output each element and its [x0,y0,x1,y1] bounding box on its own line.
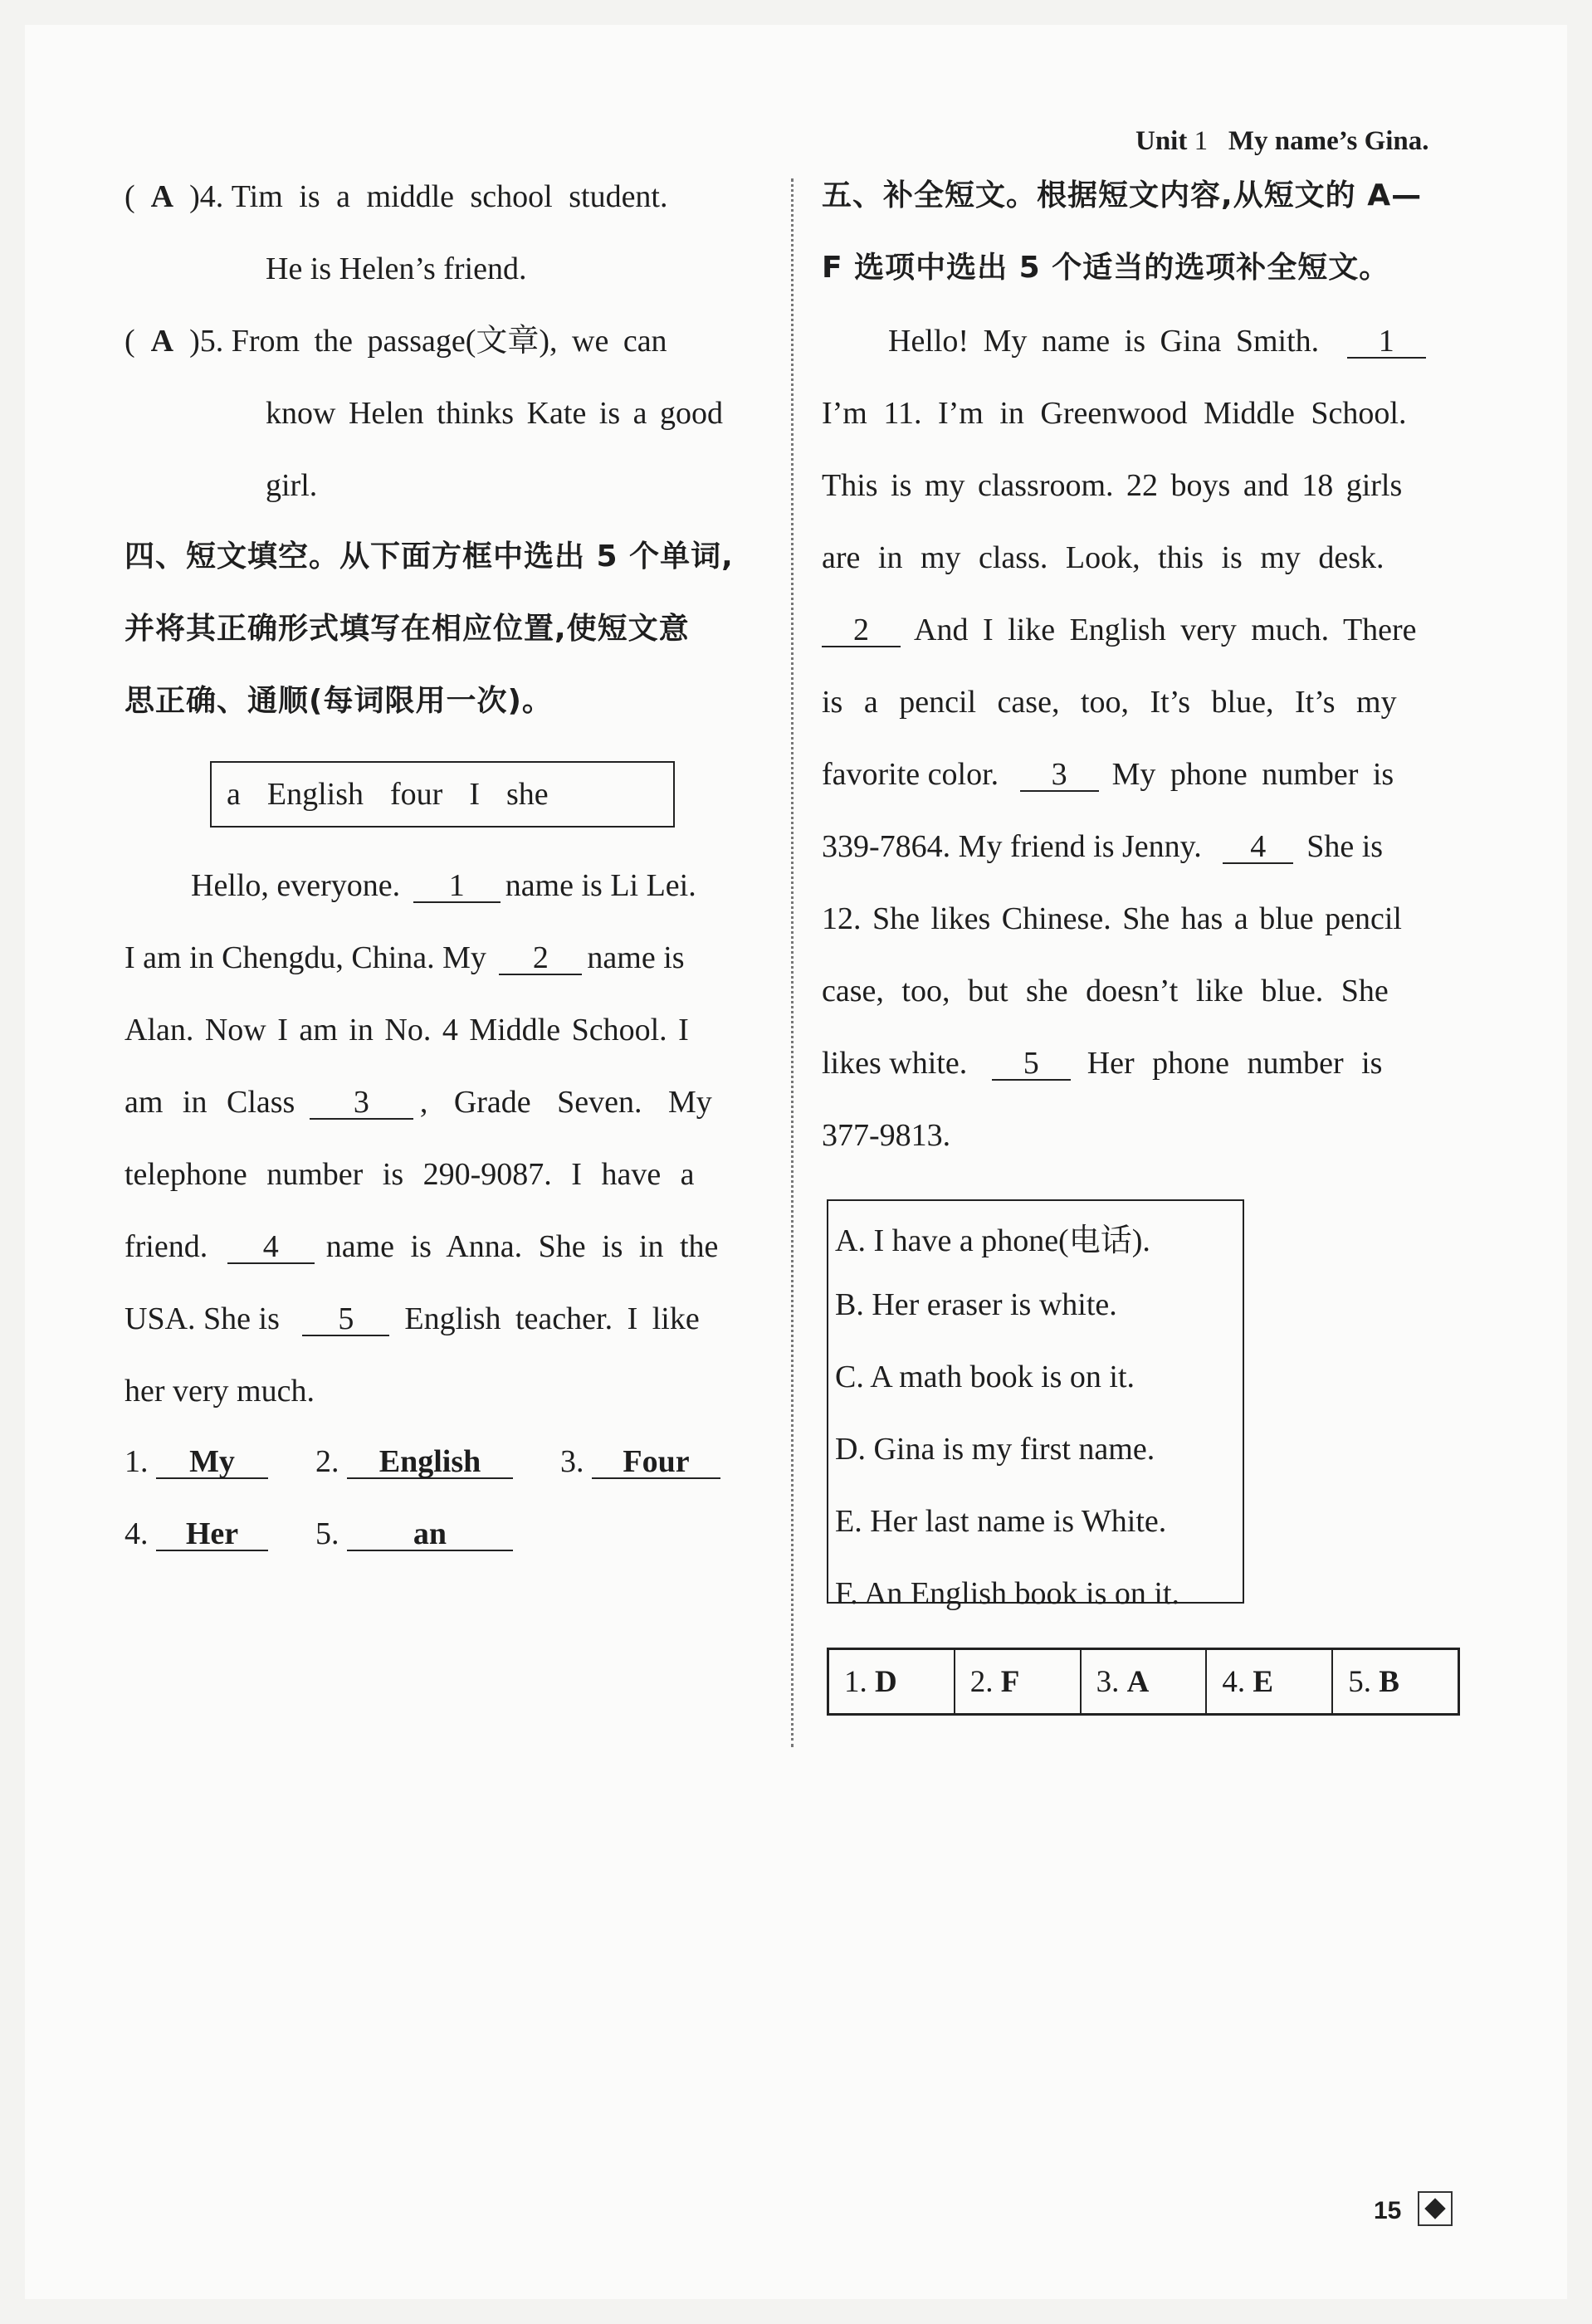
passage-4-blank-4: 4 [227,1231,315,1264]
word-bank-item: four [390,777,443,812]
passage-5-line3: This is my classroom. 22 boys and 18 girls [822,468,1403,503]
answer-table [827,1648,1460,1716]
section-5-instruction-line1: 五、补全短文。根据短文内容,从短文的 A— [822,178,1423,212]
answer-blank-4[interactable]: Her [156,1518,268,1551]
question-5: ( A )5. From the passage(文章), we can [125,324,667,359]
page-header [1135,126,1429,157]
passage-5-blank-3: 3 [1020,759,1099,792]
question-4-text-line2: He is Helen’s friend. [266,251,527,286]
passage-text: name is Anna. She is in the [325,1229,719,1264]
passage-5-line6: is a pencil case, too, It’s blue, It’s my [822,685,1397,720]
passage-5-blank-2: 2 [822,614,901,647]
passage-text: name is [587,940,685,975]
passage-text: My phone number is [1111,757,1394,792]
passage-5-line4: are in my class. Look, this is my desk. [822,540,1384,575]
word-bank-item: English [266,777,364,812]
passage-5-line10: case, too, but she doesn’t like blue. She [822,974,1389,1008]
option-e: E. Her last name is White. [835,1504,1167,1539]
passage-4-line1 [191,870,696,903]
passage-text: , Grade Seven. My [419,1085,712,1120]
passage-4-blank-1: 1 [413,870,501,903]
answer-number: 2. [315,1444,339,1479]
passage-4-blank-2: 2 [499,942,582,975]
passage-5-line9: 12. She likes Chinese. She has a blue pencil [822,901,1402,936]
section-5-instruction-line2: F 选项中选出 5 个适当的选项补全短文。 [822,251,1390,285]
answer-cell-value: A [1126,1664,1150,1699]
header-title: My name’s Gina. [1228,126,1429,156]
question-5-answer: A [150,324,174,359]
answer-cell-2[interactable] [955,1650,1082,1713]
answer-blank-5[interactable]: an [347,1518,513,1551]
answer-number: 4. [125,1516,149,1551]
answer-cell-value: D [875,1664,897,1699]
options-box [827,1199,1244,1611]
answer-blank-3[interactable]: Four [592,1446,720,1479]
section-4-instruction-line1: 四、短文填空。从下面方框中选出 5 个单词, [125,540,734,574]
passage-5-line7 [822,759,1394,792]
answer-cell-value: F [1000,1664,1020,1699]
passage-text: She is [1306,829,1384,864]
answer-cell-number: 1. [844,1664,867,1699]
passage-5-line11 [822,1047,1382,1081]
passage-text: Hello, everyone. [191,868,401,903]
answer-cell-4[interactable] [1207,1650,1333,1713]
passage-4-line4 [125,1086,712,1120]
word-bank-item: she [505,777,549,812]
option-f: F. An English book is on it. [835,1576,1180,1611]
word-bank-box [210,761,675,828]
passage-5-line12: 377-9813. [822,1118,951,1153]
answer-cell-5[interactable] [1333,1650,1458,1713]
question-5-text: From the passage(文章), we can [231,324,667,359]
answer-number: 3. [560,1444,584,1479]
passage-text: And I like English very much. There [914,613,1417,647]
passage-4-blank-3: 3 [310,1086,413,1120]
passage-5-blank-4: 4 [1223,831,1293,864]
header-unit: Unit [1135,126,1188,156]
word-bank-item: I [469,777,480,812]
passage-5-line8 [822,831,1383,864]
passage-5-blank-1: 1 [1347,325,1426,359]
passage-4-line5: telephone number is 290-9087. I have a [125,1157,695,1192]
passage-text: USA. She is [125,1301,280,1336]
question-4: ( A )4. Tim is a middle school student. [125,179,668,214]
question-4-text: Tim is a middle school student. [231,179,668,214]
option-b: B. Her eraser is white. [835,1287,1117,1322]
option-c: C. A math book is on it. [835,1360,1135,1394]
answer-cell-number: 2. [969,1664,994,1699]
question-4-number: 4. [199,179,224,214]
passage-text: Her phone number is [1087,1046,1383,1081]
question-5-number: 5. [199,324,224,359]
answer-number: 5. [315,1516,339,1551]
question-4-answer: A [150,179,174,214]
answer-cell-value: E [1253,1664,1274,1699]
question-5-text-line2: know Helen thinks Kate is a good [266,396,724,431]
passage-5-line1 [888,325,1426,359]
passage-text: friend. [125,1229,208,1264]
passage-4-blank-5: 5 [302,1303,389,1336]
page-number: 15 [1374,2197,1402,2224]
passage-text: favorite color. [822,757,999,792]
passage-text: I am in Chengdu, China. My [125,940,486,975]
answer-number: 1. [125,1444,149,1479]
diamond-icon [1418,2191,1453,2226]
option-a: A. I have a phone(电话). [835,1223,1150,1258]
passage-text: English teacher. I like [404,1301,700,1336]
section-4-instruction-line2: 并将其正确形式填写在相应位置,使短文意 [125,612,690,646]
answer-cell-number: 4. [1222,1664,1246,1699]
passage-4-line3: Alan. Now I am in No. 4 Middle School. I [125,1013,689,1047]
passage-text: 339-7864. My friend is Jenny. [822,829,1202,864]
header-unit-number: 1 [1194,126,1209,156]
passage-4-line6 [125,1231,718,1264]
answer-blank-1[interactable]: My [156,1446,268,1479]
question-5-text-line3: girl. [266,468,318,503]
passage-text: Hello! My name is Gina Smith. [888,324,1320,359]
answer-cell-number: 3. [1096,1664,1120,1699]
answer-cell-value: B [1379,1664,1399,1699]
answer-cell-1[interactable] [829,1650,955,1713]
passage-5-blank-5: 5 [992,1047,1071,1081]
answer-line-2 [125,1518,513,1551]
passage-text: likes white. [822,1046,968,1081]
passage-4-line7 [125,1303,700,1336]
option-d: D. Gina is my first name. [835,1432,1155,1467]
passage-4-line2 [125,942,685,975]
column-divider [791,178,794,1747]
word-bank-item: a [227,777,241,812]
passage-5-line2: I’m 11. I’m in Greenwood Middle School. [822,396,1407,431]
passage-text: name is Li Lei. [505,868,696,903]
answer-blank-2[interactable]: English [347,1446,513,1479]
passage-text: am in Class [125,1085,295,1120]
passage-5-line5 [822,614,1417,647]
section-4-instruction-line3: 思正确、通顺(每词限用一次)。 [125,684,553,718]
answer-line-1 [125,1446,720,1479]
answer-cell-number: 5. [1348,1664,1371,1699]
passage-4-line8: her very much. [125,1374,315,1409]
answer-cell-3[interactable] [1082,1650,1208,1713]
